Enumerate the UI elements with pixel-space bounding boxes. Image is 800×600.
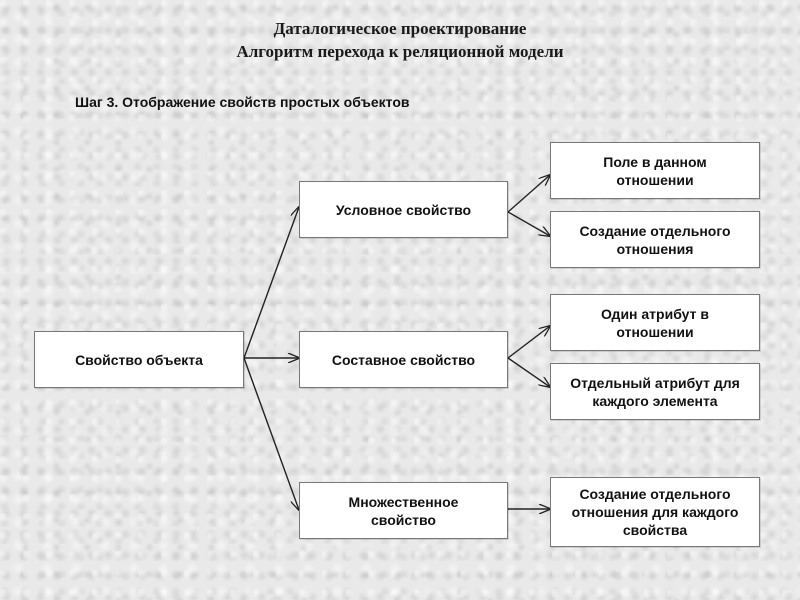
node-composite-property <box>299 331 508 388</box>
arrow-composite-to-separate-attribute <box>508 358 550 387</box>
node-composite-property-label: Составное свойство <box>331 351 476 368</box>
node-field-in-relation <box>550 142 760 199</box>
arrow-root-to-multiple <box>244 358 299 510</box>
node-conditional-property-label: Условное свойство <box>335 201 472 218</box>
node-one-attribute <box>550 294 760 351</box>
node-separate-relation-label: Создание отдельного отношения <box>579 222 731 257</box>
node-separate-relation <box>550 211 760 268</box>
node-separate-attribute-each-label: Отдельный атрибут для каждого элемента <box>570 374 740 409</box>
node-multiple-property-label: Множественное свойство <box>348 493 459 528</box>
node-multiple-property <box>299 482 508 539</box>
step-heading: Шаг 3. Отображение свойств простых объектов <box>75 94 410 110</box>
arrow-composite-to-one-attribute <box>508 326 550 358</box>
slide-subtitle: Алгоритм перехода к реляционной модели <box>236 42 564 61</box>
node-one-attribute-label: Один атрибут в отношении <box>601 305 709 340</box>
node-separate-relation-each-label: Создание отдельного отношения для каждого свойства <box>571 486 739 538</box>
node-field-in-relation-label: Поле в данном отношении <box>603 153 707 188</box>
arrow-conditional-to-field <box>508 175 550 212</box>
arrow-root-to-conditional <box>244 207 299 358</box>
node-object-property <box>34 331 244 388</box>
arrow-conditional-to-separate-relation <box>508 212 550 236</box>
node-separate-relation-each <box>550 477 760 547</box>
node-conditional-property <box>299 181 508 238</box>
node-separate-attribute-each <box>550 363 760 420</box>
slide-title: Даталогическое проектирование <box>273 19 527 38</box>
node-object-property-label: Свойство объекта <box>75 351 203 368</box>
